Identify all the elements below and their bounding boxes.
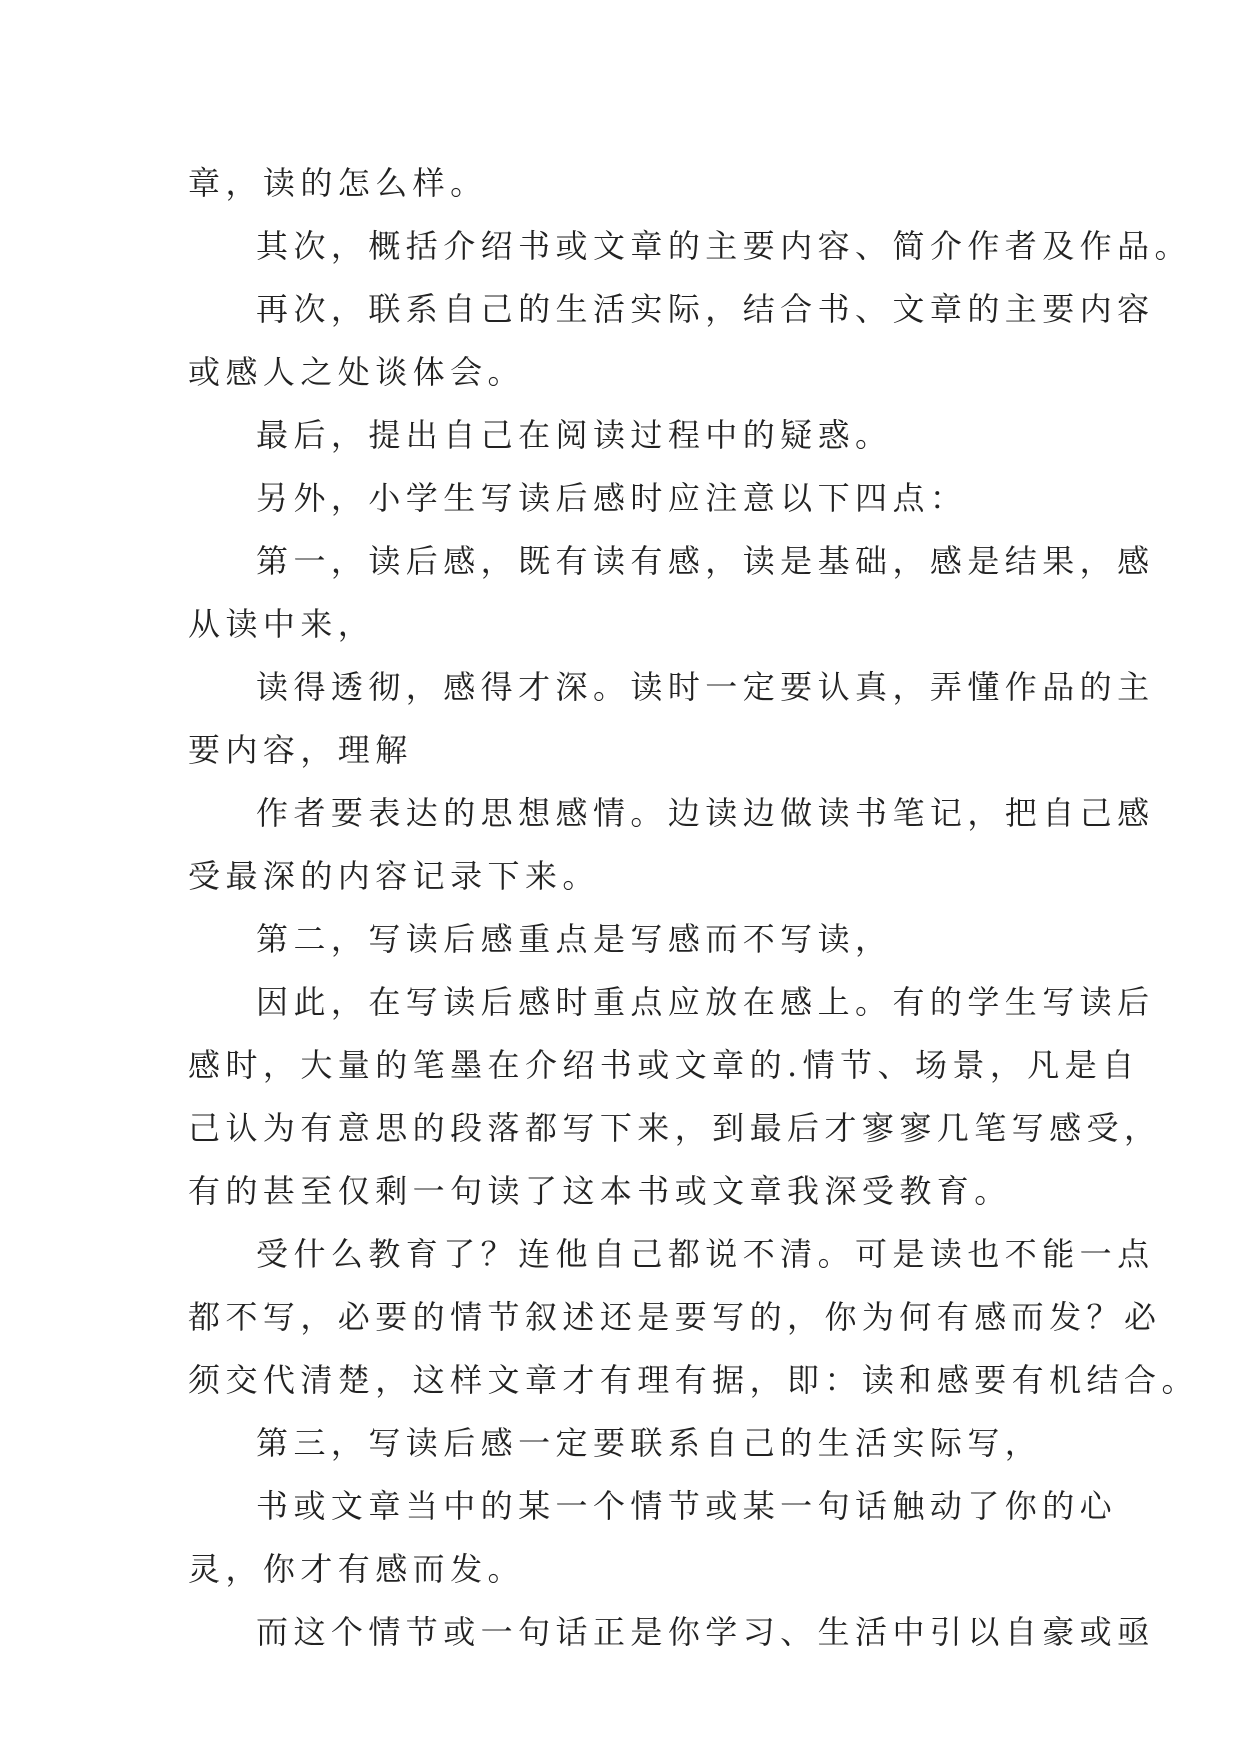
text-line: 受最深的内容记录下来。	[188, 857, 600, 895]
text-line: 都不写，必要的情节叙述还是要写的，你为何有感而发？必	[188, 1298, 1162, 1336]
text-line: 读得透彻，感得才深。读时一定要认真，弄懂作品的主	[256, 668, 1155, 706]
text-line: 须交代清楚，这样文章才有理有据，即：读和感要有机结合。	[188, 1361, 1199, 1399]
paragraph	[188, 530, 1155, 656]
text-line: 或感人之处谈体会。	[188, 353, 525, 391]
text-line: 从读中来，	[188, 605, 376, 643]
text-line: 最后，提出自己在阅读过程中的疑惑。	[256, 416, 893, 454]
text-line: 作者要表达的思想感情。边读边做读书笔记，把自己感	[256, 794, 1155, 832]
text-line: 第三，写读后感一定要联系自己的生活实际写，	[256, 1424, 1043, 1462]
text-line: 有的甚至仅剩一句读了这本书或文章我深受教育。	[188, 1172, 1012, 1210]
text-line: 章，读的怎么样。	[188, 164, 488, 202]
text-line: 己认为有意思的段落都写下来，到最后才寥寥几笔写感受，	[188, 1109, 1162, 1147]
paragraph	[188, 467, 1068, 530]
paragraph	[188, 1223, 1199, 1412]
paragraph	[188, 782, 1155, 908]
paragraph	[188, 1412, 1068, 1475]
paragraph	[188, 656, 1155, 782]
document-body	[188, 152, 1199, 1664]
text-line: 第一，读后感，既有读有感，读是基础，感是结果，感	[256, 542, 1155, 580]
text-line: 书或文章当中的某一个情节或某一句话触动了你的心	[256, 1487, 1118, 1525]
paragraph	[188, 971, 1162, 1223]
text-line: 灵，你才有感而发。	[188, 1550, 525, 1588]
paragraph	[188, 908, 1068, 971]
text-line: 其次，概括介绍书或文章的主要内容、简介作者及作品。	[256, 227, 1193, 265]
text-line: 要内容，理解	[188, 731, 413, 769]
paragraph	[188, 278, 1155, 404]
text-line: 第二，写读后感重点是写感而不写读，	[256, 920, 893, 958]
text-line: 受什么教育了？连他自己都说不清。可是读也不能一点	[256, 1235, 1155, 1273]
text-line: 感时，大量的笔墨在介绍书或文章的.情节、场景，凡是自	[188, 1046, 1140, 1084]
text-line: 而这个情节或一句话正是你学习、生活中引以自豪或亟	[256, 1613, 1155, 1651]
paragraph	[188, 215, 1193, 278]
text-line: 再次，联系自己的生活实际，结合书、文章的主要内容	[256, 290, 1155, 328]
text-line: 另外，小学生写读后感时应注意以下四点：	[256, 479, 968, 517]
paragraph	[188, 404, 1068, 467]
paragraph	[188, 152, 1068, 215]
text-line: 因此，在写读后感时重点应放在感上。有的学生写读后	[256, 983, 1155, 1021]
paragraph	[188, 1601, 1155, 1664]
paragraph	[188, 1475, 1118, 1601]
